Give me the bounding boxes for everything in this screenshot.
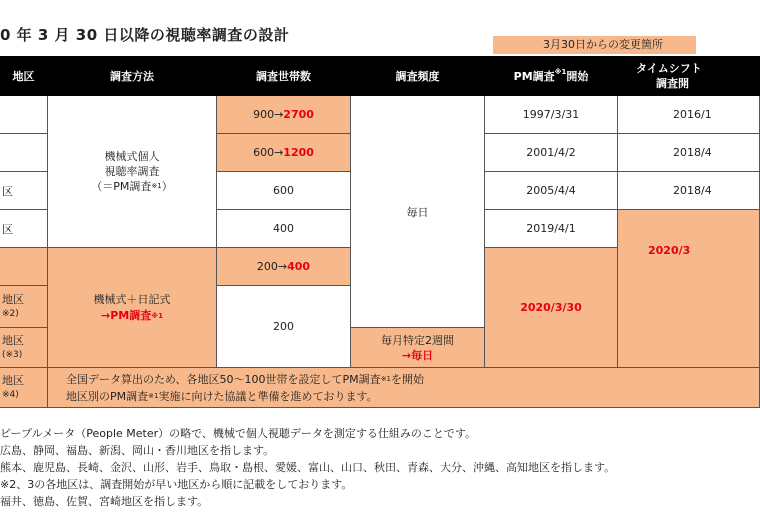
pm-start-cell: 2005/4/4: [485, 172, 618, 210]
table-row: [0, 96, 760, 134]
page-title: 0 年 3 月 30 日以降の視聴率調査の設計: [0, 26, 290, 44]
footnote: ピープルメータ（People Meter）の略で、機械で個人視聴データを測定する仕組みのことです。: [0, 427, 477, 440]
area-cell: 地区 ※2): [0, 286, 48, 328]
footnote: 広島、静岡、福島、新潟、岡山・香川地区を指します。: [0, 444, 275, 457]
survey-design-table: [0, 56, 760, 408]
timeshift-cell: 2016/1: [618, 96, 760, 134]
pm-start-cell: 1997/3/31: [485, 96, 618, 134]
footnote: 福井、徳島、佐賀、宮崎地区を指します。: [0, 495, 209, 508]
households-cell: 900→2700: [217, 96, 351, 134]
pm-start-cell: 2019/4/1: [485, 210, 618, 248]
area-cell: 区: [0, 172, 48, 210]
frequency-special-cell: 毎月特定2週間 →毎日: [351, 328, 485, 368]
header-pm-start: PM調査$^{※1}$開始: [485, 57, 618, 96]
pm-start-cell: 2001/4/2: [485, 134, 618, 172]
households-cell: 600: [217, 172, 351, 210]
header-timeshift: タイムシフト 調査開: [618, 57, 760, 96]
footnote: ※2、3の各地区は、調査開始が早い地区から順に記載をしております。: [0, 478, 353, 491]
header-method: 調査方法: [48, 57, 217, 96]
timeshift-2020-cell: 2020/3: [618, 210, 760, 368]
households-cell: 200→400: [217, 248, 351, 286]
area-cell: [0, 134, 48, 172]
area-cell: 区: [0, 210, 48, 248]
header-frequency: 調査頻度: [351, 57, 485, 96]
area-cell: 地区 (※3): [0, 328, 48, 368]
timeshift-cell: 2018/4: [618, 172, 760, 210]
area-cell: [0, 96, 48, 134]
header-area: 地区: [0, 57, 48, 96]
households-cell: 200: [217, 286, 351, 368]
footnote: 熊本、鹿児島、長崎、金沢、山形、岩手、鳥取・島根、愛媛、富山、山口、秋田、青森、大分、沖縄、高知地区を指します。: [0, 461, 616, 474]
table-header-row: [0, 57, 760, 96]
area-cell: [0, 248, 48, 286]
table-row: [0, 368, 760, 408]
area-cell: 地区 ※4): [0, 368, 48, 408]
note-row-cell: 全国データ算出のため、各地区50～100世帯を設定してPM調査$^{※1}$を開始 地区別のPM調査$^{※1}$実施に向けた協議と準備を進めております。: [48, 368, 760, 408]
households-cell: 400: [217, 210, 351, 248]
timeshift-cell: 2018/4: [618, 134, 760, 172]
households-cell: 600→1200: [217, 134, 351, 172]
header-households: 調査世帯数: [217, 57, 351, 96]
pm-2020-cell: 2020/3/30: [485, 248, 618, 368]
legend-changed: 3月30日からの変更箇所: [493, 36, 696, 54]
footnotes: [0, 425, 615, 510]
frequency-daily-cell: 毎日: [351, 96, 485, 328]
method-pm-cell: 機械式個人 視聴率調査 （＝PM調査$^{※1}$）: [48, 96, 217, 248]
method-diary-cell: 機械式＋日記式 →PM調査$^{※1}$: [48, 248, 217, 368]
